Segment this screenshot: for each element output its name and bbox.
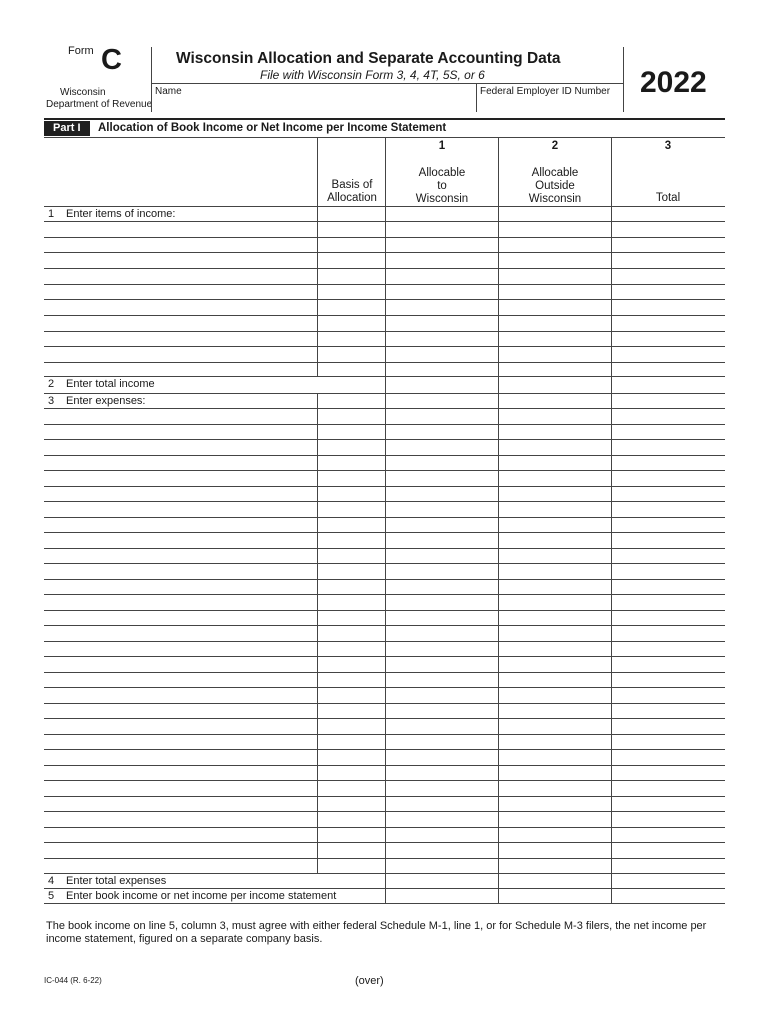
expense-col3-input[interactable]: [612, 425, 724, 438]
income-col3-input[interactable]: [612, 332, 724, 345]
total-expenses-col3-input[interactable]: [612, 874, 724, 887]
expense-col2-input[interactable]: [499, 564, 610, 578]
expense-col3-input[interactable]: [612, 766, 724, 779]
expense-col1-input[interactable]: [386, 750, 497, 764]
income-col2-input[interactable]: [499, 300, 610, 314]
expense-basis-input[interactable]: [318, 828, 384, 841]
expense-col1-input[interactable]: [386, 843, 497, 857]
expense-col2-input[interactable]: [499, 657, 610, 671]
expense-basis-input[interactable]: [318, 580, 384, 593]
expense-col1-input[interactable]: [386, 657, 497, 671]
expense-col1-input[interactable]: [386, 518, 497, 531]
form-letter: C: [101, 44, 122, 76]
expense-description-input[interactable]: [45, 766, 316, 779]
expense-description-input[interactable]: [45, 518, 316, 531]
expense-basis-input[interactable]: [318, 440, 384, 454]
fein-label: Federal Employer ID Number: [480, 86, 611, 97]
income-col1-input[interactable]: [386, 222, 497, 236]
income-col1-input[interactable]: [386, 285, 497, 298]
income-col2-input[interactable]: [499, 316, 610, 330]
income-basis-input[interactable]: [318, 269, 384, 283]
expense-col3-input[interactable]: [612, 843, 724, 857]
fein-input[interactable]: [478, 97, 622, 111]
income-description-input[interactable]: [45, 253, 316, 267]
expense-description-input[interactable]: [45, 704, 316, 717]
form-subtitle: File with Wisconsin Form 3, 4, 4T, 5S, or 6: [260, 68, 485, 82]
expense-description-input[interactable]: [45, 611, 316, 624]
expense-description-input[interactable]: [45, 595, 316, 609]
income-description-input[interactable]: [45, 285, 316, 298]
expense-col1-input[interactable]: [386, 673, 497, 686]
income-col2-input[interactable]: [499, 269, 610, 283]
income-col3-input[interactable]: [612, 347, 724, 361]
expense-description-input[interactable]: [45, 657, 316, 671]
expense-description-input[interactable]: [45, 456, 316, 469]
expense-col2-input[interactable]: [499, 626, 610, 640]
income-description-input[interactable]: [45, 269, 316, 283]
col1-number: 1: [438, 140, 446, 152]
expense-basis-input[interactable]: [318, 471, 384, 485]
col3-header: Total: [655, 192, 681, 204]
expense-col3-input[interactable]: [612, 657, 724, 671]
income-description-input[interactable]: [45, 332, 316, 345]
line2-label: Enter total income: [66, 378, 155, 390]
expense-basis-input[interactable]: [318, 642, 384, 655]
expense-col2-input[interactable]: [499, 471, 610, 485]
expense-col3-input[interactable]: [612, 673, 724, 686]
expense-basis-input[interactable]: [318, 564, 384, 578]
income-description-input[interactable]: [45, 300, 316, 314]
income-basis-input[interactable]: [318, 253, 384, 267]
expense-basis-input[interactable]: [318, 657, 384, 671]
expense-col2-input[interactable]: [499, 580, 610, 593]
expense-col2-input[interactable]: [499, 549, 610, 562]
col2-header: Allocable Outside Wisconsin: [528, 167, 582, 205]
expense-basis-input[interactable]: [318, 409, 384, 423]
expense-description-input[interactable]: [45, 580, 316, 593]
income-col3-input[interactable]: [612, 300, 724, 314]
line5-number: 5: [48, 890, 55, 902]
expense-col3-input[interactable]: [612, 533, 724, 547]
expense-description-input[interactable]: [45, 502, 316, 516]
line3-label: Enter expenses:: [66, 395, 146, 407]
header-divider: [151, 47, 152, 112]
expense-col1-input[interactable]: [386, 859, 497, 872]
expense-col1-input[interactable]: [386, 688, 497, 702]
expense-description-input[interactable]: [45, 642, 316, 655]
expense-col2-input[interactable]: [499, 859, 610, 872]
expense-basis-input[interactable]: [318, 533, 384, 547]
expense-col3-input[interactable]: [612, 595, 724, 609]
expense-basis-input[interactable]: [318, 673, 384, 686]
expense-description-input[interactable]: [45, 471, 316, 485]
income-col1-input[interactable]: [386, 269, 497, 283]
col1-header: Allocable to Wisconsin: [415, 167, 469, 205]
expense-col2-input[interactable]: [499, 425, 610, 438]
over-indicator: (over): [355, 975, 384, 987]
expense-col2-input[interactable]: [499, 797, 610, 810]
expense-col2-input[interactable]: [499, 440, 610, 454]
expense-col3-input[interactable]: [612, 642, 724, 655]
income-col2-input[interactable]: [499, 253, 610, 267]
income-col3-input[interactable]: [612, 253, 724, 267]
name-label: Name: [155, 86, 182, 97]
income-col3-input[interactable]: [612, 222, 724, 236]
line1-number: 1: [48, 208, 55, 220]
expense-basis-input[interactable]: [318, 719, 384, 733]
form-title: Wisconsin Allocation and Separate Accounting Data: [176, 50, 561, 67]
income-col2-input[interactable]: [499, 332, 610, 345]
expense-description-input[interactable]: [45, 735, 316, 748]
income-col3-input[interactable]: [612, 238, 724, 251]
expense-col1-input[interactable]: [386, 735, 497, 748]
income-basis-input[interactable]: [318, 363, 384, 375]
expense-basis-input[interactable]: [318, 735, 384, 748]
total-income-col1-input[interactable]: [386, 377, 497, 392]
expense-basis-input[interactable]: [318, 688, 384, 702]
expense-col2-input[interactable]: [499, 735, 610, 748]
expense-description-input[interactable]: [45, 440, 316, 454]
expense-col2-input[interactable]: [499, 642, 610, 655]
expense-col3-input[interactable]: [612, 626, 724, 640]
expense-basis-input[interactable]: [318, 595, 384, 609]
expense-col1-input[interactable]: [386, 828, 497, 841]
expense-col3-input[interactable]: [612, 719, 724, 733]
expense-col2-input[interactable]: [499, 781, 610, 795]
income-description-input[interactable]: [45, 222, 316, 236]
total-income-col3-input[interactable]: [612, 377, 724, 392]
expense-col3-input[interactable]: [612, 518, 724, 531]
expense-col3-input[interactable]: [612, 735, 724, 748]
expense-basis-input[interactable]: [318, 425, 384, 438]
line5-label: Enter book income or net income per income statement: [66, 890, 337, 902]
expense-col2-input[interactable]: [499, 766, 610, 779]
expense-col3-input[interactable]: [612, 471, 724, 485]
expense-col1-input[interactable]: [386, 626, 497, 640]
expense-col3-input[interactable]: [612, 456, 724, 469]
income-basis-input[interactable]: [318, 222, 384, 236]
expense-col3-input[interactable]: [612, 704, 724, 717]
income-description-input[interactable]: [45, 238, 316, 251]
expense-col3-input[interactable]: [612, 859, 724, 872]
expense-col1-input[interactable]: [386, 642, 497, 655]
expense-col3-input[interactable]: [612, 487, 724, 500]
expense-description-input[interactable]: [45, 425, 316, 438]
expense-col3-input[interactable]: [612, 502, 724, 516]
expense-col2-input[interactable]: [499, 828, 610, 841]
name-fein-divider: [476, 83, 477, 112]
expense-basis-input[interactable]: [318, 549, 384, 562]
book-income-col2-input[interactable]: [499, 889, 610, 902]
expense-col3-input[interactable]: [612, 564, 724, 578]
expense-col2-input[interactable]: [499, 595, 610, 609]
expense-description-input[interactable]: [45, 750, 316, 764]
expense-basis-input[interactable]: [318, 704, 384, 717]
expense-col3-input[interactable]: [612, 828, 724, 841]
expense-col3-input[interactable]: [612, 750, 724, 764]
income-col2-input[interactable]: [499, 347, 610, 361]
income-col1-input[interactable]: [386, 332, 497, 345]
expense-col2-input[interactable]: [499, 533, 610, 547]
expense-description-input[interactable]: [45, 859, 316, 872]
total-income-col2-input[interactable]: [499, 377, 610, 392]
expense-basis-input[interactable]: [318, 781, 384, 795]
tax-year: 2022: [640, 66, 707, 99]
part1-badge-label: Part I: [53, 122, 81, 134]
form-id: IC-044 (R. 6-22): [44, 976, 102, 985]
expense-description-input[interactable]: [45, 626, 316, 640]
agency-line2: Department of Revenue: [46, 99, 153, 110]
expense-col2-input[interactable]: [499, 843, 610, 857]
income-col1-input[interactable]: [386, 316, 497, 330]
income-col2-input[interactable]: [499, 285, 610, 298]
name-line-top: [151, 83, 623, 84]
expense-col3-input[interactable]: [612, 440, 724, 454]
expense-description-input[interactable]: [45, 549, 316, 562]
expense-basis-input[interactable]: [318, 766, 384, 779]
part1-title: Allocation of Book Income or Net Income per Income Statement: [98, 122, 447, 134]
expense-col2-input[interactable]: [499, 456, 610, 469]
expense-basis-input[interactable]: [318, 843, 384, 857]
header-divider-right: [623, 47, 624, 112]
income-basis-input[interactable]: [318, 300, 384, 314]
expense-col2-input[interactable]: [499, 719, 610, 733]
expense-col2-input[interactable]: [499, 673, 610, 686]
form-prefix: Form: [68, 45, 94, 57]
expense-col2-input[interactable]: [499, 688, 610, 702]
income-basis-input[interactable]: [318, 332, 384, 345]
expense-col1-input[interactable]: [386, 719, 497, 733]
expense-description-input[interactable]: [45, 564, 316, 578]
income-basis-input[interactable]: [318, 238, 384, 251]
income-col2-input[interactable]: [499, 363, 610, 375]
expense-basis-input[interactable]: [318, 487, 384, 500]
expense-col1-input[interactable]: [386, 533, 497, 547]
income-description-input[interactable]: [45, 363, 316, 375]
agency-line1: Wisconsin: [60, 87, 106, 98]
income-basis-input[interactable]: [318, 316, 384, 330]
col2-number: 2: [551, 140, 559, 152]
expense-description-input[interactable]: [45, 409, 316, 423]
income-col1-input[interactable]: [386, 253, 497, 267]
expense-col2-input[interactable]: [499, 518, 610, 531]
expense-col2-input[interactable]: [499, 611, 610, 624]
expense-col2-input[interactable]: [499, 704, 610, 717]
expense-basis-input[interactable]: [318, 859, 384, 872]
line2-number: 2: [48, 378, 55, 390]
income-basis-input[interactable]: [318, 285, 384, 298]
expense-col1-input[interactable]: [386, 409, 497, 423]
part1-top-rule: [44, 118, 725, 120]
expense-description-input[interactable]: [45, 843, 316, 857]
expense-col3-input[interactable]: [612, 812, 724, 826]
expense-basis-input[interactable]: [318, 456, 384, 469]
income-col3-input[interactable]: [612, 316, 724, 330]
expense-description-input[interactable]: [45, 781, 316, 795]
book-income-col3-input[interactable]: [612, 889, 724, 902]
expense-col1-input[interactable]: [386, 564, 497, 578]
expense-col3-input[interactable]: [612, 611, 724, 624]
income-col1-input[interactable]: [386, 347, 497, 361]
expense-col1-input[interactable]: [386, 471, 497, 485]
expense-basis-input[interactable]: [318, 611, 384, 624]
income-col3-input[interactable]: [612, 285, 724, 298]
expense-col3-input[interactable]: [612, 781, 724, 795]
income-col1-input[interactable]: [386, 300, 497, 314]
line1-label: Enter items of income:: [66, 208, 176, 220]
expense-col1-input[interactable]: [386, 704, 497, 717]
income-col3-input[interactable]: [612, 363, 724, 375]
expense-basis-input[interactable]: [318, 518, 384, 531]
expense-description-input[interactable]: [45, 812, 316, 826]
expense-description-input[interactable]: [45, 797, 316, 810]
expense-col1-input[interactable]: [386, 487, 497, 500]
expense-col1-input[interactable]: [386, 456, 497, 469]
expense-col2-input[interactable]: [499, 812, 610, 826]
table-row-rule: [44, 903, 725, 904]
expense-col2-input[interactable]: [499, 409, 610, 423]
total-expenses-col2-input[interactable]: [499, 874, 610, 887]
expense-col3-input[interactable]: [612, 797, 724, 810]
expense-col1-input[interactable]: [386, 440, 497, 454]
income-description-input[interactable]: [45, 347, 316, 361]
expense-basis-input[interactable]: [318, 626, 384, 640]
expense-description-input[interactable]: [45, 688, 316, 702]
expense-col1-input[interactable]: [386, 812, 497, 826]
name-input[interactable]: [153, 97, 475, 111]
income-col2-input[interactable]: [499, 238, 610, 251]
expense-description-input[interactable]: [45, 719, 316, 733]
income-description-input[interactable]: [45, 316, 316, 330]
expense-col1-input[interactable]: [386, 797, 497, 810]
expense-description-input[interactable]: [45, 673, 316, 686]
income-col1-input[interactable]: [386, 363, 497, 375]
basis-header: Basis of Allocation: [327, 179, 377, 204]
footer-note: The book income on line 5, column 3, must agree with either federal Schedule M-1, line 1, or for Schedule M-3 filers, the net income per income statement, figured on a separate company basis.: [46, 920, 707, 945]
income-col3-input[interactable]: [612, 269, 724, 283]
expense-col3-input[interactable]: [612, 688, 724, 702]
expense-col1-input[interactable]: [386, 549, 497, 562]
expense-col1-input[interactable]: [386, 766, 497, 779]
expense-basis-input[interactable]: [318, 797, 384, 810]
income-col1-input[interactable]: [386, 238, 497, 251]
line4-number: 4: [48, 875, 55, 887]
total-expenses-col1-input[interactable]: [386, 874, 497, 887]
expense-description-input[interactable]: [45, 828, 316, 841]
expense-col3-input[interactable]: [612, 580, 724, 593]
expense-col2-input[interactable]: [499, 487, 610, 500]
expense-description-input[interactable]: [45, 487, 316, 500]
expense-basis-input[interactable]: [318, 750, 384, 764]
expense-col3-input[interactable]: [612, 549, 724, 562]
expense-col1-input[interactable]: [386, 781, 497, 795]
income-basis-input[interactable]: [318, 347, 384, 361]
expense-col1-input[interactable]: [386, 595, 497, 609]
expense-col1-input[interactable]: [386, 580, 497, 593]
col3-number: 3: [664, 140, 672, 152]
expense-basis-input[interactable]: [318, 502, 384, 516]
expense-description-input[interactable]: [45, 533, 316, 547]
income-col2-input[interactable]: [499, 222, 610, 236]
expense-basis-input[interactable]: [318, 812, 384, 826]
expense-col1-input[interactable]: [386, 502, 497, 516]
expense-col2-input[interactable]: [499, 502, 610, 516]
expense-col2-input[interactable]: [499, 750, 610, 764]
line3-number: 3: [48, 395, 55, 407]
expense-col3-input[interactable]: [612, 409, 724, 423]
expense-col1-input[interactable]: [386, 425, 497, 438]
expense-col1-input[interactable]: [386, 611, 497, 624]
book-income-col1-input[interactable]: [386, 889, 497, 902]
line4-label: Enter total expenses: [66, 875, 167, 887]
